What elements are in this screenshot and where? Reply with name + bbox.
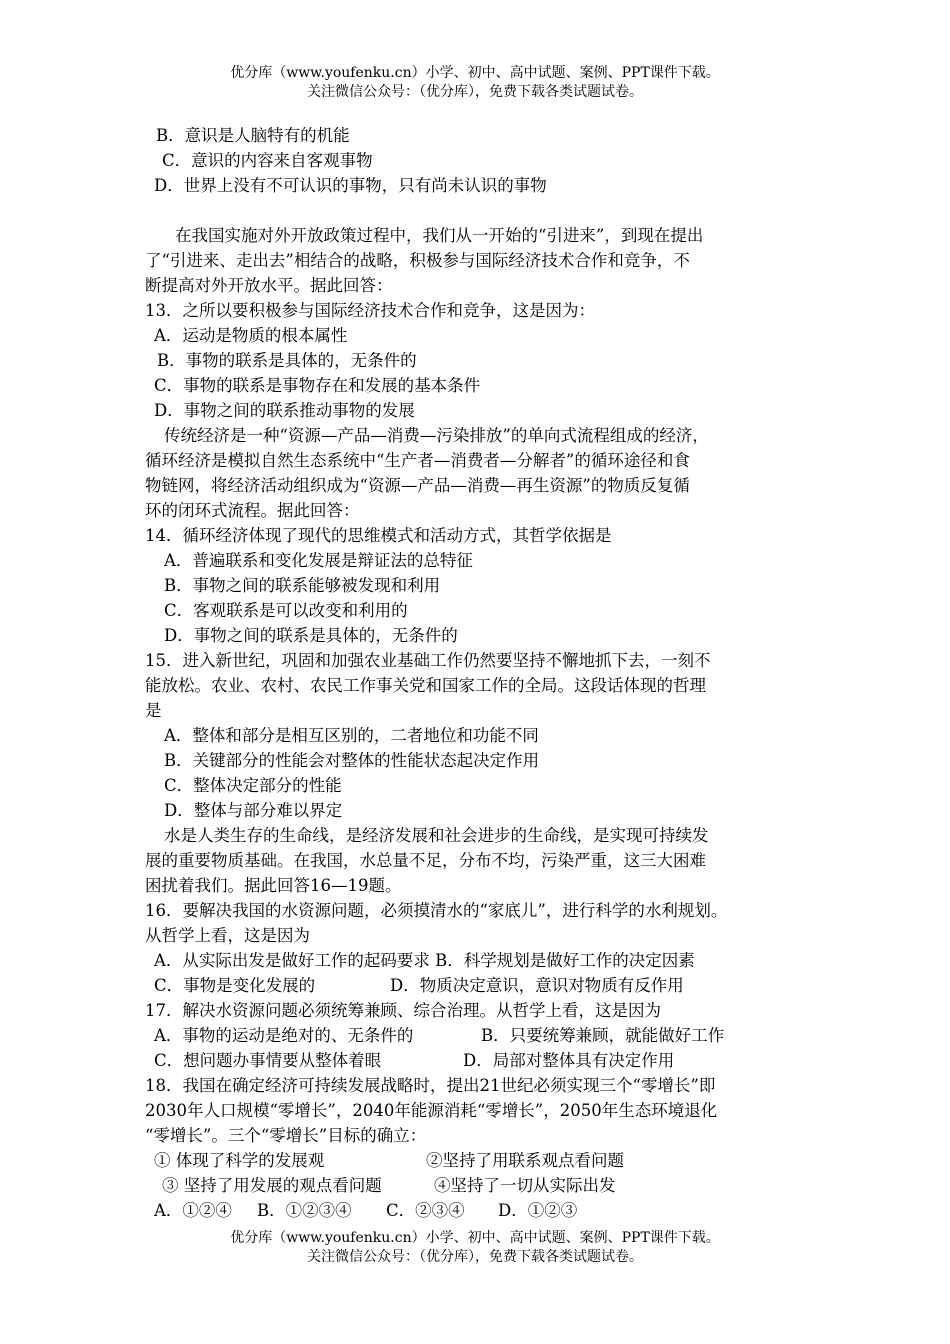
q12-option-b: B．意识是人脑特有的机能: [156, 126, 350, 145]
q14-option-d: D．事物之间的联系是具体的，无条件的: [164, 626, 458, 645]
q17-option-c: C．想问题办事情要从整体着眼: [154, 1051, 382, 1070]
q12-option-d: D．世界上没有不可认识的事物，只有尚未认识的事物: [154, 176, 547, 195]
page-header-line-2: 关注微信公众号：（优分库），免费下载各类试题试卷。: [307, 84, 643, 100]
q18-stem-line-3: “零增长”。三个“零增长”目标的确立：: [145, 1126, 427, 1145]
passage-1-line-3: 断提高对外开放水平。据此回答：: [145, 276, 393, 295]
q18-statement-3: ③ 坚持了用发展的观点看问题: [162, 1176, 382, 1195]
q13-option-b: B．事物的联系是具体的，无条件的: [157, 351, 417, 370]
q14-stem: 14．循环经济体现了现代的思维模式和活动方式，其哲学依据是: [145, 526, 612, 545]
q17-option-a: A．事物的运动是绝对的、无条件的: [154, 1026, 414, 1045]
q15-stem-line-1: 15．进入新世纪，巩固和加强农业基础工作仍然要坚持不懈地抓下去，一刻不: [145, 651, 711, 670]
q18-statement-4: ④坚持了一切从实际出发: [434, 1176, 616, 1195]
q14-option-a: A．普遍联系和变化发展是辩证法的总特征: [164, 551, 473, 570]
q16-stem-line-1: 16．要解决我国的水资源问题，必须摸清水的“家底儿”，进行科学的水利规划。: [145, 901, 728, 920]
passage-1-line-2: 了“引进来、走出去”相结合的战略，积极参与国际经济技术合作和竞争，不: [145, 251, 690, 270]
q18-option-a: A．①②④: [154, 1201, 232, 1220]
passage-2-line-3: 物链网，将经济活动组织成为“资源—产品—消费—再生资源”的物质反复循: [145, 476, 690, 495]
q13-option-c: C．事物的联系是事物存在和发展的基本条件: [154, 376, 481, 395]
q15-stem-line-3: 是: [145, 701, 162, 720]
passage-1-line-1: 在我国实施对外开放政策过程中，我们从一开始的“引进来”，到现在提出: [175, 226, 704, 245]
q14-option-c: C．客观联系是可以改变和利用的: [164, 601, 408, 620]
q17-option-b: B．只要统筹兼顾，就能做好工作: [481, 1026, 725, 1045]
q14-option-b: B．事物之间的联系能够被发现和利用: [164, 576, 441, 595]
q16-option-c: C．事物是变化发展的: [154, 976, 316, 995]
q17-stem: 17．解决水资源问题必须统筹兼顾、综合治理。从哲学上看，这是因为: [145, 1001, 661, 1020]
page-footer-line-2: 关注微信公众号：（优分库），免费下载各类试题试卷。: [307, 1249, 643, 1265]
q18-stem-line-1: 18．我国在确定经济可持续发展战略时，提出21世纪必须实现三个“零增长”即: [145, 1076, 716, 1095]
q16-option-d: D．物质决定意识，意识对物质有反作用: [390, 976, 684, 995]
passage-2-line-1: 传统经济是一种“资源—产品—消费—污染排放”的单向式流程组成的经济，: [164, 426, 709, 445]
q17-option-d: D．局部对整体具有决定作用: [463, 1051, 675, 1070]
q15-option-c: C．整体决定部分的性能: [164, 776, 342, 795]
q13-option-d: D．事物之间的联系推动事物的发展: [154, 401, 415, 420]
q15-option-a: A．整体和部分是相互区别的，二者地位和功能不同: [164, 726, 539, 745]
q16-stem-line-2: 从哲学上看，这是因为: [145, 926, 310, 945]
passage-2-line-2: 循环经济是模拟自然生态系统中“生产者—消费者—分解者”的循环途径和食: [145, 451, 690, 470]
passage-3-line-2: 展的重要物质基础。在我国，水总量不足，分布不均，污染严重，这三大困难: [145, 851, 706, 870]
passage-2-line-4: 环的闭环式流程。据此回答：: [145, 501, 360, 520]
q18-statement-1: ① 体现了科学的发展观: [154, 1151, 325, 1170]
q15-option-d: D．整体与部分难以界定: [164, 801, 343, 820]
q18-stem-line-2: 2030年人口规模“零增长”，2040年能源消耗“零增长”，2050年生态环境退化: [145, 1101, 718, 1120]
q15-option-b: B．关键部分的性能会对整体的性能状态起决定作用: [164, 751, 540, 770]
q13-stem: 13．之所以要积极参与国际经济技术合作和竞争，这是因为：: [145, 301, 595, 320]
q18-option-d: D．①②③: [498, 1201, 578, 1220]
passage-3-line-3: 困扰着我们。据此回答16—19题。: [145, 876, 402, 895]
page-header-line-1: 优分库（www.youfenku.cn）小学、初中、高中试题、案例、PPT课件下载。: [230, 65, 720, 81]
q16-options-ab: A．从实际出发是做好工作的起码要求 B．科学规划是做好工作的决定因素: [154, 951, 695, 970]
page-footer-line-1: 优分库（www.youfenku.cn）小学、初中、高中试题、案例、PPT课件下载。: [230, 1230, 720, 1246]
q13-option-a: A．运动是物质的根本属性: [154, 326, 348, 345]
passage-3-line-1: 水是人类生存的生命线，是经济发展和社会进步的生命线，是实现可持续发: [164, 826, 709, 845]
q18-statement-2: ②坚持了用联系观点看问题: [426, 1151, 624, 1170]
q18-option-c: C．②③④: [386, 1201, 465, 1220]
q18-option-b: B．①②③④: [257, 1201, 352, 1220]
q15-stem-line-2: 能放松。农业、农村、农民工作事关党和国家工作的全局。这段话体现的哲理: [145, 676, 706, 695]
q12-option-c: C．意识的内容来自客观事物: [162, 151, 373, 170]
